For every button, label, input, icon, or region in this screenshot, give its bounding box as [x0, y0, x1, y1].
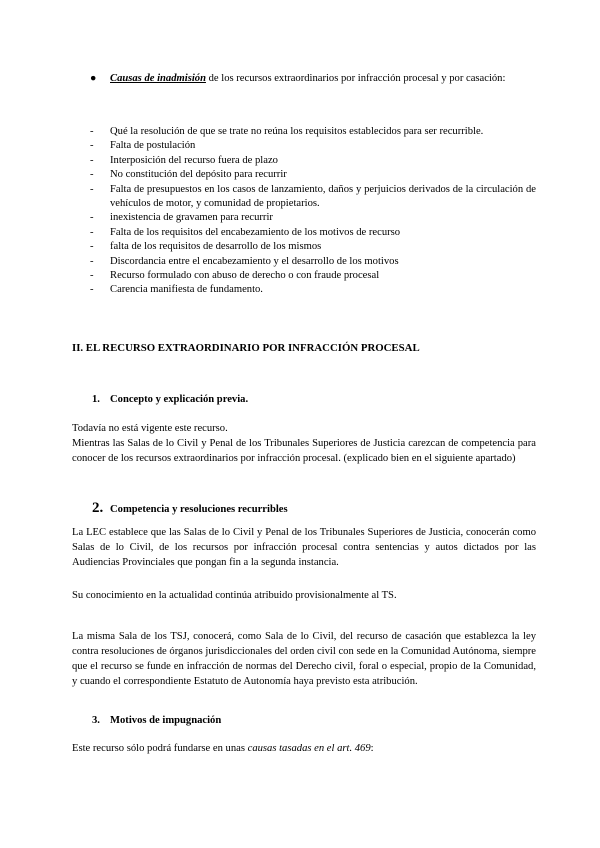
- subheading-title: Concepto y explicación previa.: [110, 394, 249, 405]
- list-item: [90, 211, 536, 225]
- list-item: [90, 168, 536, 182]
- bullet-icon: ●: [90, 73, 97, 84]
- list-item-text: Discordancia entre el encabezamiento y el desarrollo de los motivos: [110, 255, 399, 267]
- dash-marker: -: [90, 284, 94, 296]
- subheading-number: 2.: [92, 500, 104, 516]
- dash-marker: -: [90, 226, 94, 238]
- intro-rest: de los recursos extraordinarios por infracción procesal y por casación:: [205, 73, 506, 84]
- dash-marker: -: [90, 126, 94, 137]
- subheading-title: Competencia y resoluciones recurribles: [110, 504, 288, 515]
- dash-marker: -: [90, 154, 94, 166]
- dash-marker: -: [90, 140, 94, 152]
- inadmission-causes-list: [90, 125, 536, 298]
- list-item-text: Interposición del recurso fuera de plazo: [110, 154, 278, 166]
- list-item-text: No constitución del depósito para recurrir: [110, 169, 287, 181]
- list-item: [90, 240, 536, 254]
- dash-marker: -: [90, 212, 94, 224]
- subheading-grounds: [92, 715, 221, 726]
- dash-marker: -: [90, 169, 94, 181]
- grounds-tail: :: [370, 743, 374, 754]
- list-item-text: Carencia manifiesta de fundamento.: [110, 284, 263, 296]
- subheading-competence: [92, 500, 288, 517]
- list-item: [90, 139, 536, 153]
- grounds-lead: Este recurso sólo podrá fundarse en unas: [72, 743, 248, 754]
- subheading-number: 3.: [92, 715, 100, 726]
- list-item: [90, 255, 536, 269]
- subheading-title: Motivos de impugnación: [110, 715, 222, 726]
- dash-marker: -: [90, 255, 94, 267]
- paragraph-lec: La LEC establece que las Salas de lo Civil y Penal de los Tribunales Superiores de Justicia, conocerán como Salas de lo Civil, de los recursos por infracción procesal contra sentencias y autos dictados por las Audiencias Provinciales que pongan fin a la segunda instancia.: [72, 527, 536, 568]
- list-item: [90, 269, 536, 283]
- list-item-text: Falta de postulación: [110, 140, 196, 152]
- paragraph-competence-note: Mientras las Salas de lo Civil y Penal de los Tribunales Superiores de Justicia carezcan de competencia para conocer de los recursos extraordinarios por infracción procesal. (explicado bien en el siguiente apartado): [72, 438, 536, 464]
- subheading-concept: [92, 394, 248, 405]
- paragraph-ts: Su conocimiento en la actualidad continúa atribuido provisionalmente al TS.: [72, 590, 397, 601]
- inadmission-title: Causas de inadmisión: [110, 73, 206, 84]
- dash-marker: -: [90, 270, 94, 282]
- list-item-text: Falta de los requisitos del encabezamiento de los motivos de recurso: [110, 226, 401, 238]
- list-item-text: falta de los requisitos de desarrollo de los mismos: [110, 241, 322, 253]
- dash-marker: -: [90, 183, 94, 195]
- list-item-text: Falta de presupuestos en los casos de lanzamiento, daños y perjuicios derivados de la circulación de vehículos de motor, y comunidad de propietarios.: [110, 183, 536, 210]
- list-item: [90, 226, 536, 240]
- paragraph-grounds: [72, 741, 536, 756]
- list-item-text: inexistencia de gravamen para recurrir: [110, 212, 273, 224]
- dash-marker: -: [90, 241, 94, 253]
- list-item-text: Recurso formulado con abuso de derecho o con fraude procesal: [110, 270, 380, 282]
- list-item: [90, 154, 536, 168]
- list-item: [90, 183, 536, 212]
- intro-text: [110, 72, 505, 86]
- paragraph-not-in-force: Todavía no está vigente este recurso.: [72, 423, 228, 434]
- list-item: [90, 283, 536, 297]
- subheading-number: 1.: [92, 394, 100, 405]
- grounds-article: causas tasadas en el art. 469: [247, 743, 371, 754]
- paragraph-tsj-casation: La misma Sala de los TSJ, conocerá, como Sala de lo Civil, del recurso de casación que establezca la ley contra resoluciones de órganos jurisdiccionales del orden civil con sede en la Comunidad Autónoma, siempre que el recurso se funde en infracción de normas del Derecho civil, foral o especial, propio de la Comunidad, y cuando el correspondiente Estatuto de Autonomía haya previsto esta atribución.: [72, 631, 536, 687]
- list-item: [90, 125, 536, 139]
- section-heading: II. EL RECURSO EXTRAORDINARIO POR INFRACCIÓN PROCESAL: [72, 342, 420, 354]
- list-item-text: Qué la resolución de que se trate no reúna los requisitos establecidos para ser recurrible.: [110, 126, 484, 137]
